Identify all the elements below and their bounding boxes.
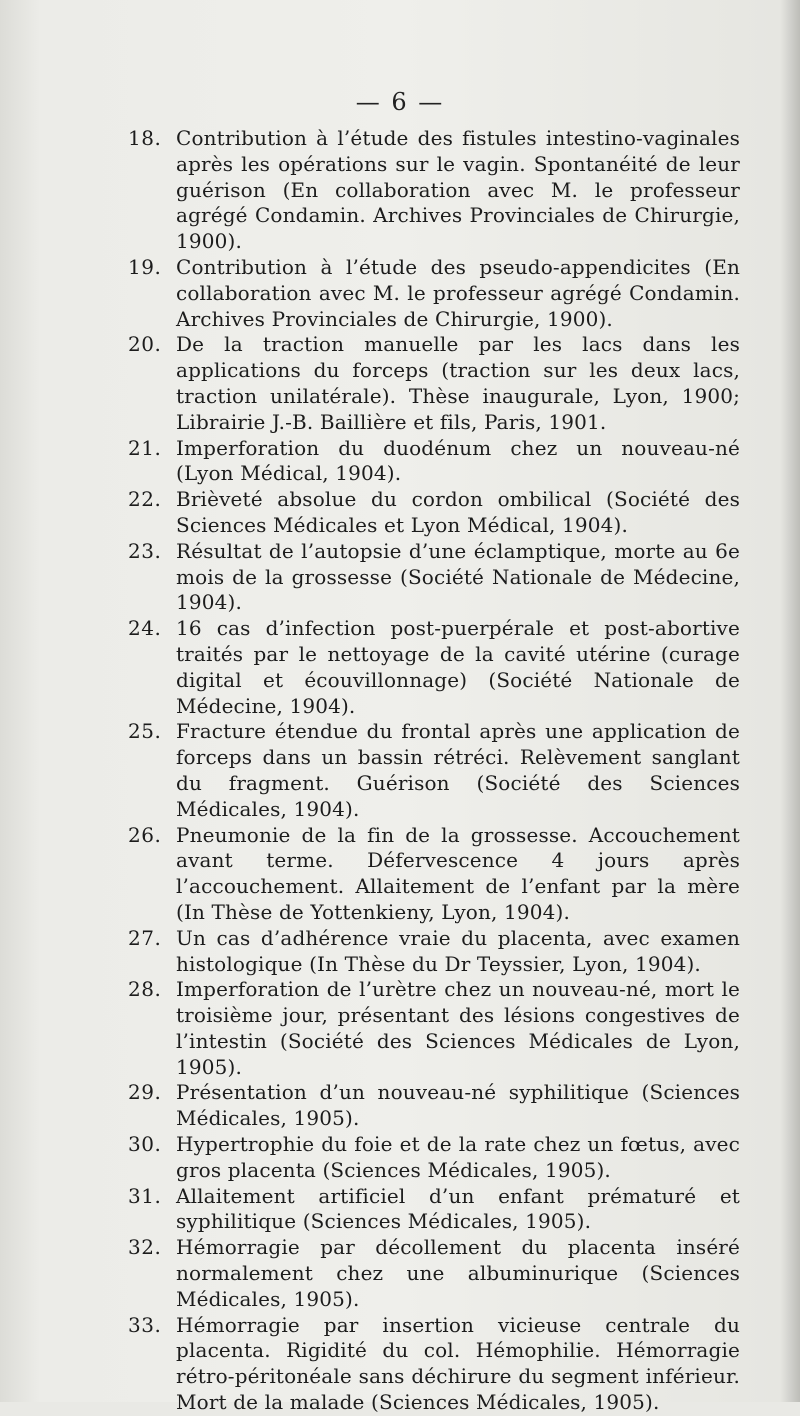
list-item <box>128 487 740 539</box>
entry-text: Brièveté absolue du cordon ombilical (Société des Sciences Médicales et Lyon Médical, 1904). <box>176 487 740 537</box>
entry-number: 20. <box>128 332 162 357</box>
entry-text: Imperforation du duodénum chez un nouveau-né (Lyon Médical, 1904). <box>176 435 740 486</box>
list-item <box>128 436 740 488</box>
entry-number: 23. <box>128 538 162 563</box>
entry-text: Contribution à l’étude des pseudo-appendicites (En collaboration avec M. le professeur agrégé Condamin. Archives Provinciales de Chirurgie, 1900). <box>176 254 740 331</box>
entry-text: Un cas d’adhérence vraie du placenta, avec examen histologique (In Thèse du Dr Teyssier, Lyon, 1904). <box>176 925 740 976</box>
entry-text: Contribution à l’étude des fistules intestino-vaginales après les opérations sur le vagin. Spontanéité de leur guérison (En collaboration avec M. le professeur agrégé Condamin. Archives Provinciales de Chirurgie, 1900). <box>176 126 740 254</box>
entry-text: Hypertrophie du foie et de la rate chez un fœtus, avec gros placenta (Sciences Médicales, 1905). <box>176 1132 740 1182</box>
list-item <box>128 616 740 719</box>
entry-number: 21. <box>128 435 162 460</box>
entry-text: Résultat de l’autopsie d’une éclamptique, morte au 6e mois de la grossesse (Société Nationale de Médecine, 1904). <box>176 538 740 615</box>
entry-number: 24. <box>128 616 162 641</box>
entry-text: Fracture étendue du frontal après une application de forceps dans un bassin rétréci. Relèvement sanglant du fragment. Guérison (Société des Sciences Médicales, 1904). <box>176 719 740 821</box>
publication-list <box>128 126 740 1416</box>
entry-number: 19. <box>128 254 162 279</box>
list-item <box>128 926 740 978</box>
list-item <box>128 977 740 1080</box>
list-item <box>128 126 740 255</box>
list-item <box>128 823 740 926</box>
entry-number: 28. <box>128 977 162 1002</box>
entry-text: Allaitement artificiel d’un enfant prématuré et syphilitique (Sciences Médicales, 1905). <box>176 1183 740 1234</box>
list-item <box>128 539 740 616</box>
entry-number: 18. <box>128 126 162 150</box>
entry-text: Hémorragie par décollement du placenta inséré normalement chez une albuminurique (Sciences Médicales, 1905). <box>176 1235 740 1311</box>
page-number: — 6 — <box>355 88 445 116</box>
entry-number: 32. <box>128 1235 162 1260</box>
entry-number: 22. <box>128 487 162 512</box>
entry-text: Pneumonie de la fin de la grossesse. Accouchement avant terme. Défervescence 4 jours après l’accouchement. Allaitement de l’enfant par la mère (In Thèse de Yottenkieny, Lyon, 1904). <box>176 822 740 924</box>
entry-number: 33. <box>128 1312 162 1337</box>
entry-text: 16 cas d’infection post-puerpérale et post-abortive traités par le nettoyage de la cavité utérine (curage digital et écouvillonnage) (Société Nationale de Médecine, 1904). <box>176 616 740 718</box>
list-item <box>128 1235 740 1312</box>
entry-text: Présentation d’un nouveau-né syphilitique (Sciences Médicales, 1905). <box>176 1080 740 1131</box>
entry-number: 29. <box>128 1080 162 1105</box>
entry-number: 25. <box>128 719 162 744</box>
entry-text: De la traction manuelle par les lacs dans les applications du forceps (traction sur les deux lacs, traction unilatérale). Thèse inaugurale, Lyon, 1900; Librairie J.-B. Baillière et fils, Paris, 1901. <box>176 332 740 434</box>
entry-text: Hémorragie par insertion vicieuse centrale du placenta. Rigidité du col. Hémophilie. Hémorragie rétro-péritonéale sans déchirure du segment inférieur. Mort de la malade (Sciences Médicales, 1905). <box>176 1312 740 1415</box>
entry-number: 31. <box>128 1183 162 1208</box>
entry-number: 26. <box>128 822 162 847</box>
list-item <box>128 1184 740 1236</box>
list-item <box>128 255 740 332</box>
list-item <box>128 332 740 435</box>
list-item <box>128 1313 740 1416</box>
list-item <box>128 719 740 822</box>
entry-number: 27. <box>128 925 162 950</box>
entry-text: Imperforation de l’urètre chez un nouveau-né, mort le troisième jour, présentant des lésions congestives de l’intestin (Société des Sciences Médicales de Lyon, 1905). <box>176 977 740 1079</box>
entry-number: 30. <box>128 1132 162 1157</box>
list-item <box>128 1080 740 1132</box>
list-item <box>128 1132 740 1184</box>
